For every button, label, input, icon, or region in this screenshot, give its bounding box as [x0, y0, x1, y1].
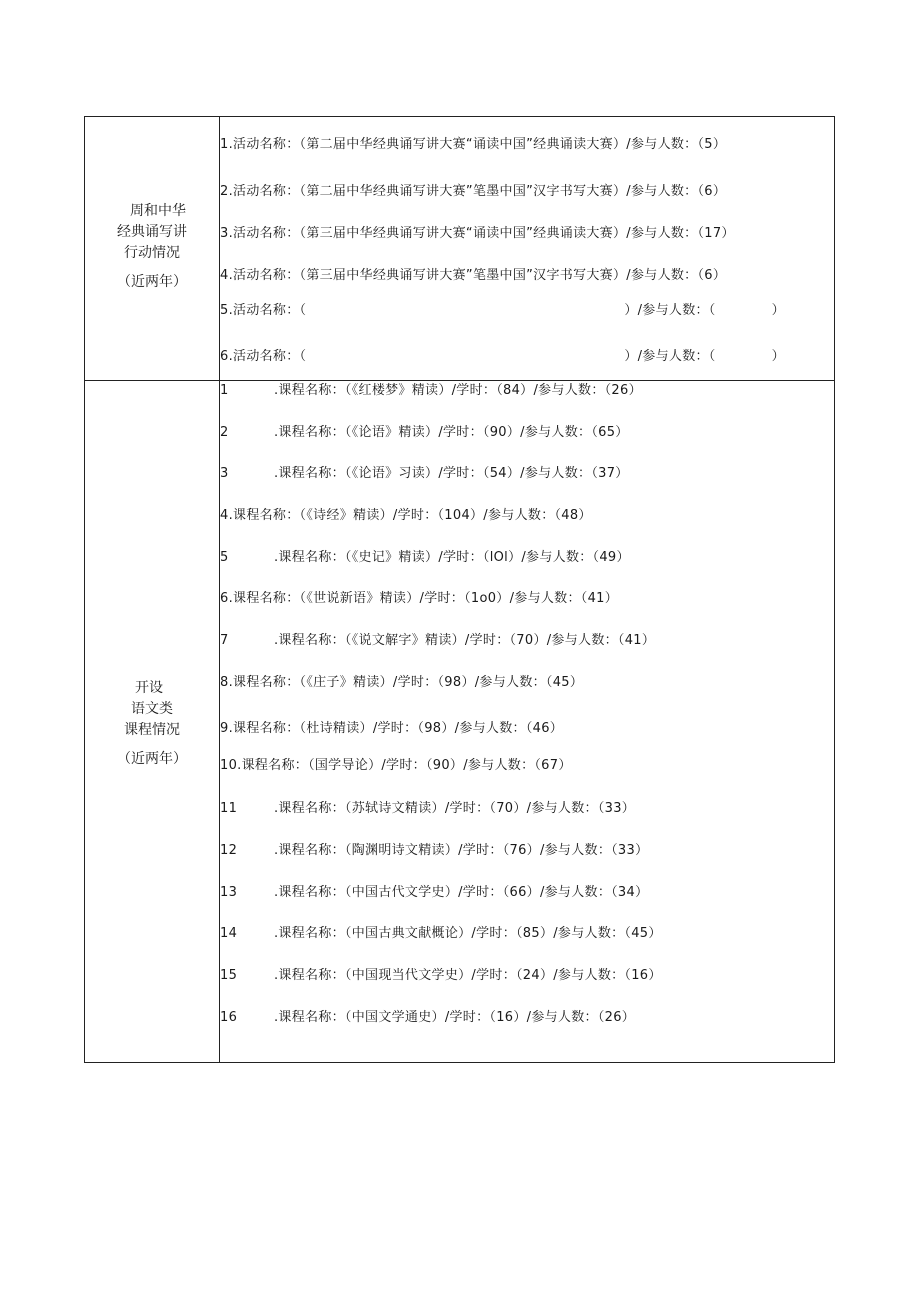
activities-label-line: 周和中华 — [130, 203, 186, 219]
course-row: 12 .课程名称：（陶渊明诗文精读）/学时：（76）/参与人数：（33） — [220, 843, 649, 858]
activity-row-blank: 6.活动名称：（ ）/参与人数：（ ） — [220, 349, 785, 364]
courses-label-line: （近两年） — [117, 751, 187, 767]
course-row: 4.课程名称：（《诗经》精读）/学时：（104）/参与人数：（48） — [220, 508, 592, 523]
course-row: 9.课程名称：（杜诗精读）/学时：（98）/参与人数：（46） — [220, 721, 564, 736]
activity-row-blank: 5.活动名称：（ ）/参与人数：（ ） — [220, 303, 785, 318]
course-row: 10.课程名称：（国学导论）/学时：（90）/参与人数：（67） — [220, 758, 572, 773]
courses-label-line: 课程情况 — [124, 722, 180, 738]
activity-row: 3.活动名称：（第三届中华经典诵写讲大赛“诵读中国”经典诵读大赛）/参与人数：（17） — [220, 226, 735, 241]
column-divider — [219, 117, 220, 1062]
course-row: 11 .课程名称：（苏轼诗文精读）/学时：（70）/参与人数：（33） — [220, 801, 636, 816]
course-row: 15 .课程名称：（中国现当代文学史）/学时：（24）/参与人数：（16） — [220, 968, 662, 983]
course-row: 6.课程名称：（《世说新语》精读）/学时：（1o0）/参与人数：（41） — [220, 591, 619, 606]
course-row: 14 .课程名称：（中国古典文献概论）/学时：（85）/参与人数：（45） — [220, 926, 662, 941]
activities-label-line: 经典诵写讲 — [117, 224, 187, 240]
courses-label-line: 语文类 — [131, 701, 173, 717]
activity-row: 4.活动名称：（第三届中华经典诵写讲大赛”笔墨中国”汉字书写大赛）/参与人数：（6） — [220, 268, 727, 283]
course-row: 5 .课程名称：（《史记》精读）/学时：（lOl）/参与人数：（49） — [220, 550, 630, 565]
activities-label-line: 行动情况 — [124, 245, 180, 261]
course-row: 7 .课程名称：（《说文解字》精读）/学时：（70）/参与人数：（41） — [220, 633, 656, 648]
course-row: 8.课程名称：（《庄子》精读）/学时：（98）/参与人数：（45） — [220, 675, 584, 690]
activities-section-label — [85, 201, 219, 293]
report-table — [84, 116, 835, 1063]
activity-row: 1.活动名称：（第二届中华经典诵写讲大赛“诵读中国”经典诵读大赛）/参与人数：（5） — [220, 137, 727, 152]
courses-label-line: 开设 — [135, 680, 163, 696]
courses-section-label — [85, 678, 219, 770]
course-row: 13 .课程名称：（中国古代文学史）/学时：（66）/参与人数：（34） — [220, 885, 649, 900]
activity-row: 2.活动名称：（第二届中华经典诵写讲大赛”笔墨中国”汉字书写大赛）/参与人数：（6） — [220, 184, 727, 199]
course-row: 1 .课程名称：（《红楼梦》精读）/学时：（84）/参与人数：（26） — [220, 383, 642, 398]
activities-label-line: （近两年） — [117, 274, 187, 290]
course-row: 16 .课程名称：（中国文学通史）/学时：（16）/参与人数：（26） — [220, 1010, 636, 1025]
row-divider — [85, 380, 834, 381]
course-row: 2 .课程名称：（《论语》精读）/学时：（90）/参与人数：（65） — [220, 425, 629, 440]
course-row: 3 .课程名称：（《论语》习读）/学时：（54）/参与人数：（37） — [220, 466, 629, 481]
